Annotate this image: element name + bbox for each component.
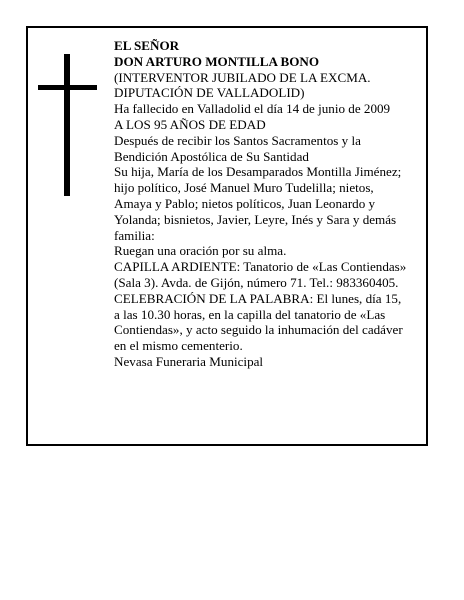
text-line: Ha fallecido en Valladolid el día 14 de junio de 2009: [114, 101, 391, 117]
text-line: hijo político, José Manuel Muro Tudelilla; nietos,: [114, 180, 374, 196]
text-line: a las 10.30 horas, en la capilla del tanatorio de «Las: [114, 306, 386, 322]
text-line: CELEBRACIÓN DE LA PALABRA: El lunes, día 15,: [114, 290, 402, 306]
text-line: Nevasa Funeraria Municipal: [114, 353, 264, 369]
text-line: Después de recibir los Santos Sacramentos y la: [114, 132, 361, 148]
header-title: EL SEÑOR: [114, 38, 180, 53]
text-line: Su hija, María de los Desamparados Montilla Jiménez;: [114, 164, 402, 180]
text-line: DIPUTACIÓN DE VALLADOLID): [114, 85, 305, 101]
obituary-text: [114, 38, 444, 370]
text-line: Ruegan una oración por su alma.: [114, 243, 287, 259]
deceased-name: DON ARTURO MONTILLA BONO: [114, 53, 320, 69]
text-line: CAPILLA ARDIENTE: Tanatorio de «Las Contiendas»: [114, 259, 407, 275]
text-line: Amaya y Pablo; nietos políticos, Juan Leonardo y: [114, 195, 376, 211]
text-line: Contiendas», y acto seguido la inhumación del cadáver: [114, 322, 403, 338]
text-line: familia:: [114, 227, 155, 243]
text-line: (Sala 3). Avda. de Gijón, número 71. Tel.: 983360405.: [114, 274, 399, 290]
cross-icon-vertical-bar: [64, 54, 70, 196]
text-line: Yolanda; bisnietos, Javier, Leyre, Inés y Sara y demás: [114, 211, 397, 227]
cross-icon-horizontal-bar: [38, 85, 97, 90]
text-line: Bendición Apostólica de Su Santidad: [114, 148, 309, 164]
text-line: en el mismo cementerio.: [114, 338, 243, 354]
text-line: A LOS 95 AÑOS DE EDAD: [114, 116, 266, 132]
text-line: (INTERVENTOR JUBILADO DE LA EXCMA.: [114, 69, 371, 85]
